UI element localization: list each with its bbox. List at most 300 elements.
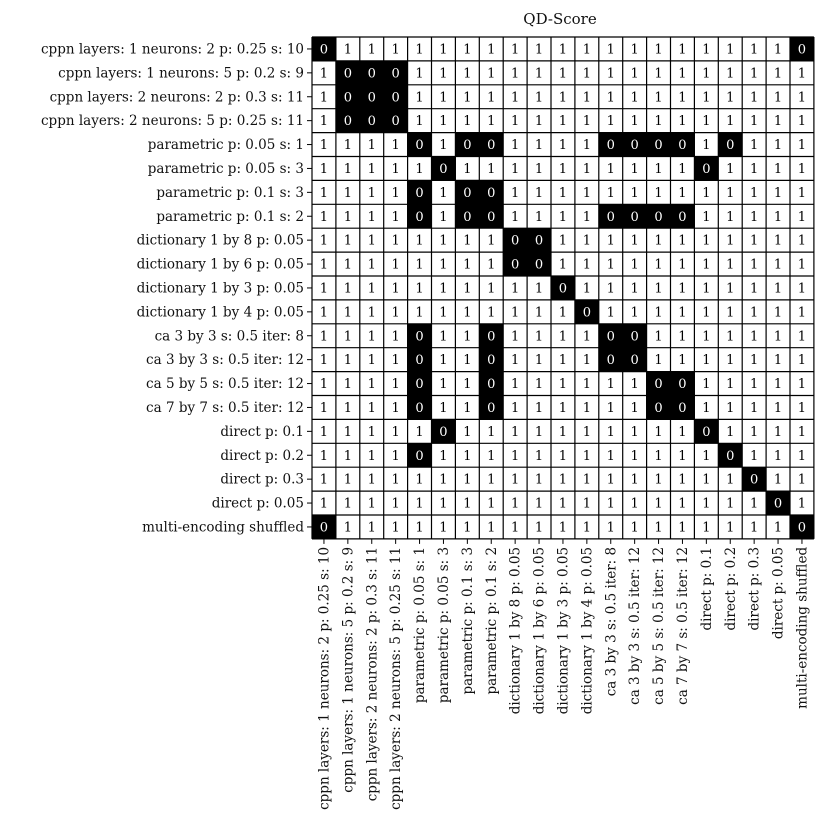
heatmap-cell-value: 1 bbox=[750, 424, 759, 440]
heatmap-cell-value: 0 bbox=[702, 424, 711, 440]
heatmap-cell-value: 1 bbox=[750, 233, 759, 249]
heatmap-cell-value: 1 bbox=[606, 424, 615, 440]
x-tick-label: cppn layers: 1 neurons: 5 p: 0.2 s: 9 bbox=[340, 546, 357, 793]
heatmap-cell-value: 1 bbox=[773, 520, 783, 536]
heatmap-cell-value: 1 bbox=[630, 424, 639, 440]
x-tick-label: parametric p: 0.1 s: 2 bbox=[483, 546, 500, 695]
heatmap-cell-value: 1 bbox=[558, 353, 568, 369]
heatmap-cell-value: 1 bbox=[797, 90, 807, 106]
heatmap-cell-value: 1 bbox=[487, 114, 496, 130]
heatmap-cell-value: 1 bbox=[534, 520, 544, 536]
heatmap-cell-value: 0 bbox=[367, 66, 376, 82]
heatmap-cell-value: 1 bbox=[726, 257, 735, 273]
heatmap-cell-value: 1 bbox=[319, 281, 329, 297]
heatmap-cell-value: 1 bbox=[797, 281, 807, 297]
x-tick-label: dictionary 1 by 6 p: 0.05 bbox=[531, 546, 548, 715]
heatmap-cell-value: 1 bbox=[439, 114, 448, 130]
heatmap-cell-value: 1 bbox=[367, 209, 376, 225]
heatmap-cell-value: 1 bbox=[773, 305, 783, 321]
heatmap-cell-value: 1 bbox=[558, 496, 568, 512]
heatmap-cell-value: 1 bbox=[534, 281, 544, 297]
heatmap-cell-value: 1 bbox=[654, 257, 663, 273]
heatmap-cell-value: 1 bbox=[726, 209, 735, 225]
heatmap-cell-value: 0 bbox=[415, 448, 424, 464]
heatmap-cell-value: 1 bbox=[582, 353, 591, 369]
heatmap-cell-value: 1 bbox=[797, 138, 807, 154]
heatmap-cell-value: 0 bbox=[319, 42, 329, 58]
heatmap-cell-value: 1 bbox=[726, 353, 735, 369]
heatmap-cell-value: 1 bbox=[415, 42, 424, 58]
heatmap-cell-value: 1 bbox=[319, 400, 329, 416]
heatmap-cell-value: 1 bbox=[511, 400, 520, 416]
heatmap-cell-value: 1 bbox=[726, 161, 735, 177]
x-tick-label: direct p: 0.05 bbox=[770, 546, 787, 640]
heatmap-cell-value: 0 bbox=[415, 185, 424, 201]
y-tick-label: direct p: 0.05 bbox=[211, 495, 304, 512]
heatmap-cell-value: 1 bbox=[511, 353, 520, 369]
heatmap-cell-value: 1 bbox=[558, 257, 568, 273]
heatmap-cell-value: 1 bbox=[726, 114, 735, 130]
heatmap-cell-value: 1 bbox=[582, 424, 591, 440]
heatmap-cell-value: 1 bbox=[511, 209, 520, 225]
heatmap-cell-value: 1 bbox=[582, 377, 591, 393]
heatmap-cell-value: 1 bbox=[606, 257, 615, 273]
heatmap-cell-value: 1 bbox=[558, 424, 568, 440]
heatmap-cell-value: 1 bbox=[678, 329, 687, 345]
heatmap-cell-value: 1 bbox=[678, 520, 687, 536]
heatmap-cell-value: 1 bbox=[582, 520, 591, 536]
heatmap-cell-value: 1 bbox=[797, 257, 807, 273]
heatmap-cell-value: 1 bbox=[630, 281, 639, 297]
heatmap-cell-value: 1 bbox=[463, 233, 472, 249]
heatmap-cell-value: 1 bbox=[582, 161, 591, 177]
heatmap-cell-value: 1 bbox=[367, 353, 376, 369]
x-tick-label: ca 3 by 3 s: 0.5 iter: 12 bbox=[627, 546, 644, 705]
heatmap-cell-value: 1 bbox=[606, 66, 615, 82]
heatmap-cell-value: 1 bbox=[534, 424, 544, 440]
heatmap-cell-value: 1 bbox=[487, 42, 496, 58]
heatmap-cell-value: 1 bbox=[678, 114, 687, 130]
heatmap-cell-value: 1 bbox=[319, 90, 329, 106]
heatmap-cell-value: 1 bbox=[702, 353, 711, 369]
heatmap-cell-value: 1 bbox=[415, 90, 424, 106]
heatmap-cell-value: 0 bbox=[415, 138, 424, 154]
heatmap-cell-value: 0 bbox=[391, 114, 400, 130]
heatmap-cell-value: 1 bbox=[415, 281, 424, 297]
heatmap-cell-value: 1 bbox=[773, 114, 783, 130]
heatmap-cell-value: 1 bbox=[654, 424, 663, 440]
heatmap-cell-value: 1 bbox=[439, 448, 448, 464]
heatmap-cell-value: 0 bbox=[367, 90, 376, 106]
heatmap-cell-value: 1 bbox=[367, 400, 376, 416]
heatmap-cell-value: 1 bbox=[750, 520, 759, 536]
heatmap-cell-value: 1 bbox=[750, 185, 759, 201]
heatmap-cell-value: 1 bbox=[654, 496, 663, 512]
heatmap-cell-value: 0 bbox=[511, 257, 520, 273]
heatmap-cell-value: 1 bbox=[702, 114, 711, 130]
heatmap-cell-value: 1 bbox=[367, 377, 376, 393]
heatmap-cell-value: 0 bbox=[487, 400, 496, 416]
heatmap-cell-value: 1 bbox=[415, 520, 424, 536]
heatmap-cell-value: 1 bbox=[750, 257, 759, 273]
heatmap-cell-value: 1 bbox=[773, 42, 783, 58]
heatmap-cell-value: 1 bbox=[558, 400, 568, 416]
heatmap-cell-value: 1 bbox=[439, 66, 448, 82]
heatmap-cell-value: 1 bbox=[439, 400, 448, 416]
heatmap-cell-value: 1 bbox=[773, 66, 783, 82]
heatmap-cell-value: 1 bbox=[558, 90, 568, 106]
heatmap-cell-value: 1 bbox=[606, 305, 615, 321]
heatmap-cell-value: 1 bbox=[343, 329, 352, 345]
y-tick-label: parametric p: 0.05 s: 1 bbox=[147, 137, 304, 154]
heatmap-cell-value: 0 bbox=[415, 377, 424, 393]
heatmap-cell-value: 1 bbox=[487, 257, 496, 273]
heatmap-cell-value: 1 bbox=[606, 400, 615, 416]
heatmap-cell-value: 1 bbox=[582, 138, 591, 154]
heatmap-cell-value: 1 bbox=[463, 42, 472, 58]
heatmap-cell-value: 1 bbox=[654, 281, 663, 297]
heatmap-cell-value: 1 bbox=[797, 161, 807, 177]
heatmap-cell-value: 1 bbox=[773, 377, 783, 393]
heatmap-cell-value: 1 bbox=[415, 233, 424, 249]
heatmap-cell-value: 0 bbox=[630, 329, 639, 345]
heatmap-cell-value: 1 bbox=[511, 424, 520, 440]
heatmap-cell-value: 1 bbox=[391, 353, 400, 369]
heatmap-cell-value: 1 bbox=[773, 472, 783, 488]
heatmap-cell-value: 1 bbox=[511, 185, 520, 201]
heatmap-cell-value: 1 bbox=[630, 496, 639, 512]
heatmap-cell-value: 1 bbox=[463, 66, 472, 82]
y-tick-label: direct p: 0.2 bbox=[220, 447, 304, 464]
heatmap-cell-value: 1 bbox=[773, 329, 783, 345]
heatmap-cell-value: 1 bbox=[678, 305, 687, 321]
heatmap-cell-value: 1 bbox=[343, 424, 352, 440]
heatmap-cell-value: 1 bbox=[726, 185, 735, 201]
heatmap-cell-value: 1 bbox=[439, 209, 448, 225]
heatmap-cell-value: 1 bbox=[797, 209, 807, 225]
y-tick-label: direct p: 0.1 bbox=[220, 423, 304, 440]
heatmap-cell-value: 1 bbox=[391, 496, 400, 512]
heatmap-cell-value: 1 bbox=[630, 66, 639, 82]
heatmap-cell-value: 1 bbox=[439, 520, 448, 536]
heatmap-cell-value: 1 bbox=[678, 66, 687, 82]
heatmap-cell-value: 1 bbox=[582, 472, 591, 488]
heatmap-cell-value: 1 bbox=[702, 281, 711, 297]
heatmap-cell-value: 1 bbox=[343, 377, 352, 393]
heatmap-cell-value: 1 bbox=[702, 520, 711, 536]
heatmap-cell-value: 1 bbox=[534, 138, 544, 154]
heatmap-cell-value: 1 bbox=[606, 161, 615, 177]
heatmap-cell-value: 1 bbox=[463, 161, 472, 177]
heatmap-cell-value: 0 bbox=[439, 161, 448, 177]
heatmap-cell-value: 1 bbox=[534, 448, 544, 464]
heatmap-cell-value: 1 bbox=[606, 377, 615, 393]
heatmap-cell-value: 1 bbox=[511, 281, 520, 297]
heatmap-cell-value: 1 bbox=[582, 400, 591, 416]
heatmap-cell-value: 1 bbox=[511, 448, 520, 464]
heatmap-cell-value: 1 bbox=[582, 233, 591, 249]
heatmap-cell-value: 1 bbox=[630, 114, 639, 130]
heatmap-cell-value: 1 bbox=[439, 233, 448, 249]
heatmap-cell-value: 1 bbox=[702, 42, 711, 58]
heatmap-cell-value: 1 bbox=[558, 305, 568, 321]
heatmap-cell-value: 0 bbox=[415, 400, 424, 416]
heatmap-cell-value: 1 bbox=[558, 66, 568, 82]
heatmap-cell-value: 1 bbox=[391, 400, 400, 416]
heatmap-cell-value: 1 bbox=[487, 233, 496, 249]
heatmap-cell-value: 1 bbox=[750, 66, 759, 82]
heatmap-cell-value: 1 bbox=[702, 472, 711, 488]
y-tick-label: parametric p: 0.1 s: 3 bbox=[156, 184, 304, 201]
heatmap-cell-value: 1 bbox=[511, 496, 520, 512]
heatmap-cell-value: 0 bbox=[534, 233, 544, 249]
heatmap-cell-value: 1 bbox=[511, 305, 520, 321]
x-tick-label: ca 5 by 5 s: 0.5 iter: 12 bbox=[651, 546, 668, 705]
heatmap-cell-value: 0 bbox=[391, 90, 400, 106]
heatmap-cell-value: 1 bbox=[534, 90, 544, 106]
heatmap-cell-value: 1 bbox=[367, 281, 376, 297]
y-tick-label: cppn layers: 2 neurons: 5 p: 0.25 s: 11 bbox=[41, 113, 304, 130]
heatmap-cell-value: 1 bbox=[797, 353, 807, 369]
heatmap-cell-value: 1 bbox=[726, 305, 735, 321]
y-tick-label: multi-encoding shuffled bbox=[142, 519, 304, 536]
heatmap-cell-value: 1 bbox=[367, 233, 376, 249]
heatmap-cell-value: 1 bbox=[726, 66, 735, 82]
y-tick-label: dictionary 1 by 8 p: 0.05 bbox=[136, 232, 304, 249]
heatmap-cell-value: 0 bbox=[343, 90, 352, 106]
heatmap-cell-value: 1 bbox=[487, 161, 496, 177]
heatmap-cell-value: 1 bbox=[534, 496, 544, 512]
heatmap-cell-value: 1 bbox=[487, 448, 496, 464]
heatmap-cell-value: 0 bbox=[630, 209, 639, 225]
heatmap-cell-value: 1 bbox=[630, 233, 639, 249]
heatmap-cell-value: 1 bbox=[487, 472, 496, 488]
heatmap-cell-value: 1 bbox=[343, 42, 352, 58]
heatmap-cell-value: 0 bbox=[487, 185, 496, 201]
heatmap-cell-value: 1 bbox=[367, 138, 376, 154]
heatmap-cell-value: 1 bbox=[463, 424, 472, 440]
heatmap-cell-value: 0 bbox=[487, 209, 496, 225]
heatmap-cell-value: 1 bbox=[582, 329, 591, 345]
heatmap-cell-value: 1 bbox=[439, 305, 448, 321]
heatmap-cell-value: 1 bbox=[511, 42, 520, 58]
heatmap-cell-value: 1 bbox=[702, 400, 711, 416]
heatmap-cell-value: 0 bbox=[534, 257, 544, 273]
heatmap-cell-value: 1 bbox=[367, 520, 376, 536]
heatmap-cell-value: 1 bbox=[702, 138, 711, 154]
heatmap-cell-value: 1 bbox=[343, 520, 352, 536]
heatmap-cell-value: 0 bbox=[678, 377, 687, 393]
y-tick-label: dictionary 1 by 6 p: 0.05 bbox=[136, 256, 304, 273]
x-tick-label: dictionary 1 by 8 p: 0.05 bbox=[507, 546, 524, 715]
heatmap-cell-value: 1 bbox=[511, 138, 520, 154]
x-tick-label: direct p: 0.1 bbox=[698, 546, 715, 631]
heatmap-cell-value: 1 bbox=[463, 90, 472, 106]
x-tick-label: dictionary 1 by 4 p: 0.05 bbox=[579, 546, 596, 715]
heatmap-cell-value: 1 bbox=[582, 448, 591, 464]
heatmap-cell-value: 1 bbox=[582, 66, 591, 82]
heatmap-cell-value: 1 bbox=[606, 185, 615, 201]
heatmap-cell-value: 1 bbox=[534, 305, 544, 321]
heatmap-cell-value: 1 bbox=[391, 233, 400, 249]
heatmap-cell-value: 1 bbox=[415, 66, 424, 82]
heatmap-cell-value: 1 bbox=[319, 66, 329, 82]
heatmap-cell-value: 1 bbox=[439, 353, 448, 369]
heatmap-cell-value: 1 bbox=[750, 377, 759, 393]
heatmap-cell-value: 1 bbox=[726, 496, 735, 512]
heatmap-cell-value: 0 bbox=[654, 400, 663, 416]
heatmap-cell-value: 1 bbox=[606, 520, 615, 536]
heatmap-cell-value: 1 bbox=[702, 329, 711, 345]
heatmap-cell-value: 1 bbox=[439, 377, 448, 393]
y-tick-label: ca 5 by 5 s: 0.5 iter: 12 bbox=[146, 376, 304, 393]
heatmap-cell-value: 1 bbox=[463, 472, 472, 488]
heatmap-cell-value: 1 bbox=[558, 209, 568, 225]
heatmap-cell-value: 1 bbox=[415, 257, 424, 273]
heatmap-cell-value: 1 bbox=[319, 305, 329, 321]
heatmap-cell-value: 1 bbox=[773, 424, 783, 440]
x-tick-label: cppn layers: 2 neurons: 2 p: 0.3 s: 11 bbox=[364, 546, 381, 802]
heatmap-cell-value: 1 bbox=[319, 496, 329, 512]
y-tick-label: ca 3 by 3 s: 0.5 iter: 12 bbox=[146, 352, 304, 369]
heatmap-cell-value: 1 bbox=[439, 185, 448, 201]
heatmap-cell-value: 1 bbox=[558, 114, 568, 130]
heatmap-cell-value: 1 bbox=[773, 353, 783, 369]
heatmap-cell-value: 1 bbox=[367, 496, 376, 512]
heatmap-cell-value: 1 bbox=[343, 209, 352, 225]
heatmap-cell-value: 1 bbox=[367, 448, 376, 464]
y-tick-label: parametric p: 0.05 s: 3 bbox=[147, 160, 304, 177]
heatmap-cell-value: 1 bbox=[487, 424, 496, 440]
heatmap-cell-value: 1 bbox=[702, 496, 711, 512]
heatmap-cell-value: 1 bbox=[511, 329, 520, 345]
heatmap-cell-value: 1 bbox=[606, 472, 615, 488]
heatmap-cell-value: 1 bbox=[726, 233, 735, 249]
heatmap-cell-value: 1 bbox=[367, 161, 376, 177]
heatmap-cell-value: 1 bbox=[750, 305, 759, 321]
heatmap-cell-value: 1 bbox=[773, 400, 783, 416]
heatmap-cell-value: 0 bbox=[630, 138, 639, 154]
heatmap-cell-value: 1 bbox=[797, 496, 807, 512]
heatmap-cell-value: 1 bbox=[797, 233, 807, 249]
heatmap-cell-value: 1 bbox=[391, 42, 400, 58]
heatmap-cell-value: 1 bbox=[582, 209, 591, 225]
heatmap-cell-value: 1 bbox=[773, 138, 783, 154]
heatmap-cell-value: 1 bbox=[582, 114, 591, 130]
heatmap-cell-value: 1 bbox=[439, 496, 448, 512]
heatmap-cell-value: 0 bbox=[463, 209, 472, 225]
heatmap-cell-value: 0 bbox=[773, 496, 783, 512]
heatmap-cell-value: 1 bbox=[750, 138, 759, 154]
heatmap-cell-value: 0 bbox=[487, 329, 496, 345]
heatmap-cell-value: 1 bbox=[558, 161, 568, 177]
heatmap-cell-value: 1 bbox=[630, 377, 639, 393]
heatmap-cell-value: 1 bbox=[654, 185, 663, 201]
chart-title: QD-Score bbox=[523, 10, 597, 28]
heatmap-cell-value: 1 bbox=[439, 257, 448, 273]
heatmap-cell-value: 1 bbox=[511, 161, 520, 177]
heatmap-cell-value: 0 bbox=[367, 114, 376, 130]
heatmap-cell-value: 1 bbox=[702, 257, 711, 273]
heatmap-cell-value: 1 bbox=[463, 520, 472, 536]
heatmap-cell-value: 1 bbox=[534, 209, 544, 225]
heatmap-cell-value: 1 bbox=[726, 42, 735, 58]
heatmap-cell-value: 1 bbox=[319, 257, 329, 273]
heatmap-cell-value: 1 bbox=[439, 329, 448, 345]
heatmap-cell-value: 1 bbox=[678, 90, 687, 106]
heatmap-cell-value: 0 bbox=[511, 233, 520, 249]
heatmap-cell-value: 1 bbox=[750, 281, 759, 297]
heatmap-cell-value: 1 bbox=[343, 448, 352, 464]
heatmap-cell-value: 0 bbox=[415, 353, 424, 369]
heatmap-cell-value: 1 bbox=[797, 424, 807, 440]
heatmap-cell-value: 1 bbox=[654, 520, 663, 536]
heatmap-cell-value: 1 bbox=[750, 353, 759, 369]
heatmap-cell-value: 1 bbox=[391, 209, 400, 225]
heatmap-cell-value: 1 bbox=[391, 185, 400, 201]
heatmap-cell-value: 1 bbox=[702, 377, 711, 393]
x-tick-label: dictionary 1 by 3 p: 0.05 bbox=[555, 546, 572, 715]
heatmap-cell-value: 1 bbox=[582, 42, 591, 58]
heatmap-cell-value: 1 bbox=[702, 233, 711, 249]
heatmap-cell-value: 1 bbox=[439, 281, 448, 297]
heatmap-cell-value: 0 bbox=[678, 209, 687, 225]
heatmap-cell-value: 1 bbox=[678, 161, 687, 177]
x-tick-label: multi-encoding shuffled bbox=[794, 546, 811, 709]
heatmap-cell-value: 1 bbox=[343, 305, 352, 321]
heatmap-cell-value: 1 bbox=[750, 209, 759, 225]
heatmap-cell-value: 1 bbox=[702, 185, 711, 201]
heatmap-cell-value: 1 bbox=[582, 257, 591, 273]
heatmap-cell-value: 1 bbox=[534, 185, 544, 201]
x-tick-label: cppn layers: 2 neurons: 5 p: 0.25 s: 11 bbox=[388, 546, 405, 810]
heatmap-cell-value: 1 bbox=[773, 257, 783, 273]
heatmap-cell-value: 1 bbox=[487, 520, 496, 536]
heatmap-cell-value: 1 bbox=[726, 520, 735, 536]
heatmap-cell-value: 1 bbox=[391, 377, 400, 393]
heatmap-cell-value: 1 bbox=[415, 424, 424, 440]
heatmap-cell-value: 1 bbox=[558, 233, 568, 249]
heatmap-cell-value: 1 bbox=[773, 281, 783, 297]
heatmap-cell-value: 1 bbox=[606, 448, 615, 464]
heatmap-cell-value: 1 bbox=[463, 400, 472, 416]
heatmap-cell-value: 1 bbox=[726, 90, 735, 106]
heatmap-cell-value: 1 bbox=[391, 138, 400, 154]
heatmap-cell-value: 1 bbox=[654, 448, 663, 464]
heatmap-cell-value: 1 bbox=[534, 400, 544, 416]
heatmap-cell-value: 1 bbox=[726, 377, 735, 393]
heatmap-cell-value: 1 bbox=[319, 353, 329, 369]
heatmap-cell-value: 0 bbox=[654, 377, 663, 393]
heatmap-cell-value: 1 bbox=[606, 233, 615, 249]
heatmap-cell-value: 1 bbox=[534, 377, 544, 393]
heatmap-cell-value: 1 bbox=[487, 90, 496, 106]
heatmap-cell-value: 1 bbox=[750, 496, 759, 512]
heatmap-cell-value: 1 bbox=[511, 377, 520, 393]
heatmap-cell-value: 1 bbox=[391, 424, 400, 440]
heatmap-cell-value: 1 bbox=[343, 400, 352, 416]
heatmap-cell-value: 1 bbox=[463, 305, 472, 321]
heatmap-cell-value: 1 bbox=[678, 281, 687, 297]
heatmap-cell-value: 1 bbox=[319, 329, 329, 345]
heatmap-cell-value: 1 bbox=[367, 329, 376, 345]
heatmap-cell-value: 0 bbox=[487, 353, 496, 369]
heatmap-cell-value: 1 bbox=[391, 472, 400, 488]
heatmap-cell-value: 1 bbox=[678, 185, 687, 201]
heatmap-cell-value: 1 bbox=[319, 233, 329, 249]
heatmap-cell-value: 1 bbox=[797, 114, 807, 130]
heatmap-cell-value: 0 bbox=[463, 138, 472, 154]
